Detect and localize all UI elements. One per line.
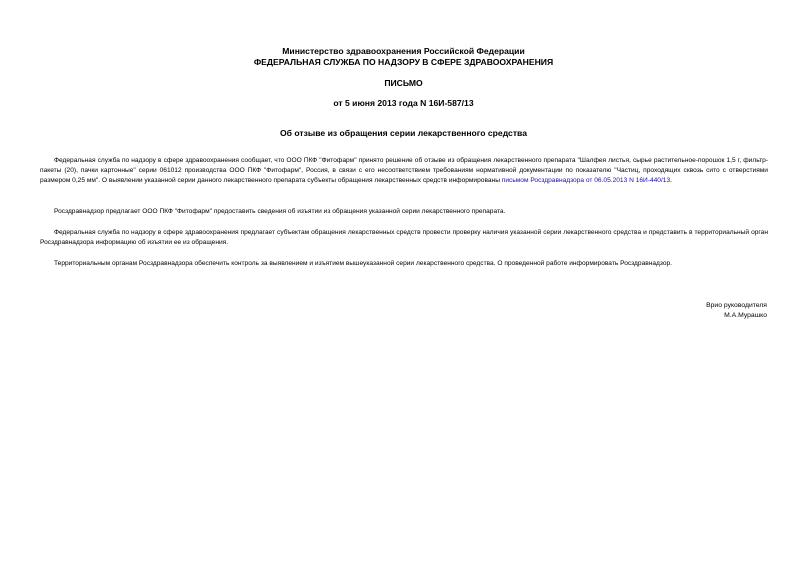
paragraph-recall-notice [40,156,768,187]
reference-letter-link[interactable]: письмом Росздравнадзора от 06.05.2013 N 16И-440/13 [501,177,671,185]
ministry-heading: Министерство здравоохранения Российской Федерации [282,46,525,56]
paragraph-recall-text: Федеральная служба по надзору в сфере здравоохранения сообщает, что ООО ПКФ "Фитофарм" принято решение об отзыве из обращения лекарственного препарата "Шалфея листья, сырье растительное-порошок 1,5 г, фильтр-пакеты (20), пачки картонные" серии 061012 производства ООО ПКФ "Фитофарм", Россия, в связи с его несоответствием требованиям нормативной документации по показателю "Частиц, проходящих сквозь сито с отверстиями размером 0,25 мм". О выявлении указанной серии данного лекарственного препарата субъекты обращения лекарственных средств информированы [40,157,768,185]
signatory-role: Врио руководителя [706,302,767,309]
signatory-name: М.А.Мурашко [724,312,767,319]
service-heading: ФЕДЕРАЛЬНАЯ СЛУЖБА ПО НАДЗОРУ В СФЕРЕ ЗДРАВООХРАНЕНИЯ [253,57,554,67]
document-date-number: от 5 июня 2013 года N 16И-587/13 [333,98,474,108]
paragraph-territorial-control: Территориальным органам Росздравнадзора обеспечить контроль за выявлением и изъятием вышеуказанной серии лекарственного средства. О проведенной работе информировать Росздравнадзор. [54,260,673,267]
paragraph-manufacturer-request: Росздравнадзор предлагает ООО ПКФ "Фитофарм" предоставить сведения об изъятии из обращения указанной серии лекарственного препарата. [54,208,506,215]
document-subject: Об отзыве из обращения серии лекарственного средства [280,128,527,138]
paragraph-subjects-check: Федеральная служба по надзору в сфере здравоохранения предлагает субъектам обращения лекарственных средств провести проверку наличия указанной серии лекарственного средства и представить в территориальный орган Росздравнадзора информацию об изъятии ее из обращения. [40,229,768,247]
document-type-heading: ПИСЬМО [384,78,423,88]
paragraph-recall-end: . [670,177,672,185]
